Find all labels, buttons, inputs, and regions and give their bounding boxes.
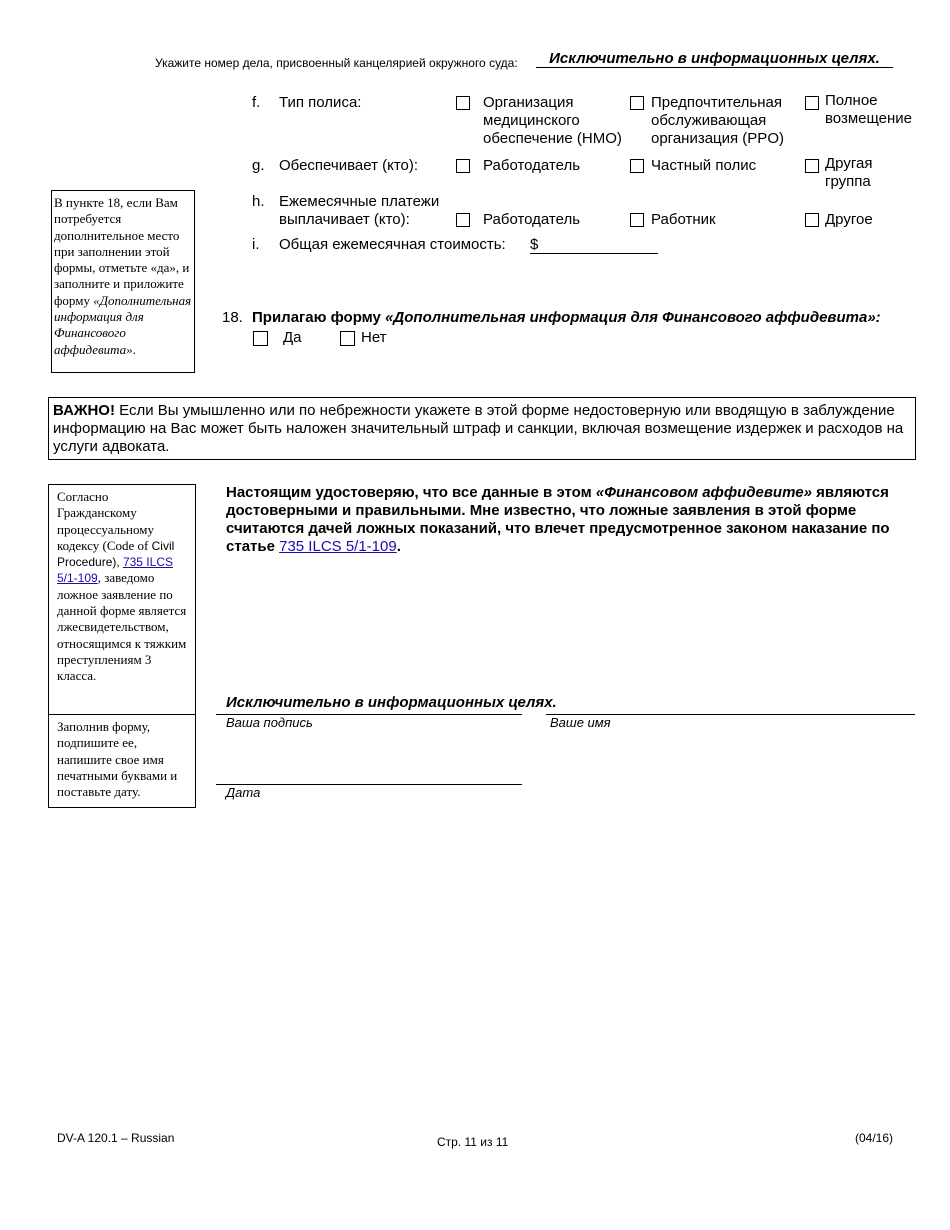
employer-pays-label: Работодатель [483, 211, 581, 228]
footer-page-number: Стр. 11 из 11 [437, 1135, 509, 1149]
employer-pays-checkbox[interactable] [456, 213, 470, 227]
signature-label: Ваша подпись [226, 715, 313, 730]
item-g-label: Обеспечивает (кто): [279, 157, 419, 174]
ppo-label: Предпочтительная обслуживающая организация (PPO) [651, 94, 784, 147]
private-policy-checkbox[interactable] [630, 159, 644, 173]
item-h-letter: h. [252, 193, 265, 210]
employee-pays-label: Работник [651, 211, 716, 228]
other-pays-checkbox[interactable] [805, 213, 819, 227]
employee-pays-checkbox[interactable] [630, 213, 644, 227]
other-pays-label: Другое [825, 211, 873, 228]
footer-form-id: DV-A 120.1 – Russian [57, 1131, 175, 1145]
other-group-checkbox[interactable] [805, 159, 819, 173]
important-lead: ВАЖНО! [53, 402, 115, 419]
private-policy-label: Частный полис [651, 157, 757, 174]
side-note-sign: Заполнив форму, подпишите ее, напишите свое имя печатными буквами и поставьте дату. [48, 714, 196, 808]
attach-no-label: Нет [361, 329, 387, 346]
item-18-text: Прилагаю форму «Дополнительная информация для Финансового аффидевита»: [252, 309, 881, 326]
employer-provides-label: Работодатель [483, 157, 581, 174]
other-group-label: Другая группа [825, 155, 873, 190]
side-note-item-18: В пункте 18, если Вам потребуется дополнительное место при заполнении этой формы, отметьте «да», и заполните и приложите форму «Дополнительная информация для Финансового аффидевита». [51, 190, 195, 373]
footer-date: (04/16) [855, 1131, 894, 1145]
date-line[interactable] [216, 784, 522, 785]
important-notice: ВАЖНО! Если Вы умышленно или по небрежности укажете в этой форме недостоверную или вводящую в заблуждение информацию на Вас может быть наложен значительный штраф и санкции, включая возмещение издержек и расходов на услуги адвоката. [48, 397, 916, 460]
certification-statute-link[interactable]: 735 ILCS 5/1-109 [279, 538, 397, 555]
item-18-number: 18. [222, 309, 243, 326]
full-reimbursement-checkbox[interactable] [805, 96, 819, 110]
date-label: Дата [226, 785, 261, 800]
ppo-checkbox[interactable] [630, 96, 644, 110]
attach-no-checkbox[interactable] [340, 331, 355, 346]
currency-symbol: $ [530, 236, 539, 253]
item-g-letter: g. [252, 157, 265, 174]
full-reimbursement-label: Полное возмещение [825, 92, 913, 127]
statute-link[interactable]: 735 ILCS 5/1-109 [57, 555, 173, 586]
item-f-letter: f. [252, 94, 261, 111]
hmo-checkbox[interactable] [456, 96, 470, 110]
name-label: Ваше имя [550, 715, 611, 730]
item-h-label: Ежемесячные платежи выплачивает (кто): [279, 193, 440, 228]
case-number-value[interactable]: Исключительно в информационных целях. [536, 50, 893, 68]
hmo-label: Организация медицинского обеспечение (HMO) [483, 94, 622, 147]
certification-text: Настоящим удостоверяю, что все данные в этом «Финансовом аффидевите» являются достоверными и правильными. Мне известно, что ложные заявления в этой форме считаются дачей ложных показаний, что влечет предусмотренное законом наказание по статье 735 ILCS 5/1-109. [226, 484, 890, 555]
employer-provides-checkbox[interactable] [456, 159, 470, 173]
monthly-cost-field[interactable] [530, 236, 658, 254]
item-i-label: Общая ежемесячная стоимость: [279, 236, 506, 253]
attach-yes-label: Да [283, 329, 302, 346]
case-number-label: Укажите номер дела, присвоенный канцелярией окружного суда: [155, 56, 518, 70]
side-note-perjury: Согласно Гражданскому процессуальному кодексу (Code of Civil Procedure), 735 ILCS 5/1-109, заведомо ложное заявление по данной форме является лжесвидетельством, относящимся к тяжким преступлениям 3 класса. [48, 484, 196, 715]
signature-value[interactable]: Исключительно в информационных целях. [226, 694, 557, 711]
item-f-label: Тип полиса: [279, 94, 362, 111]
attach-yes-checkbox[interactable] [253, 331, 268, 346]
item-i-letter: i. [252, 236, 260, 253]
